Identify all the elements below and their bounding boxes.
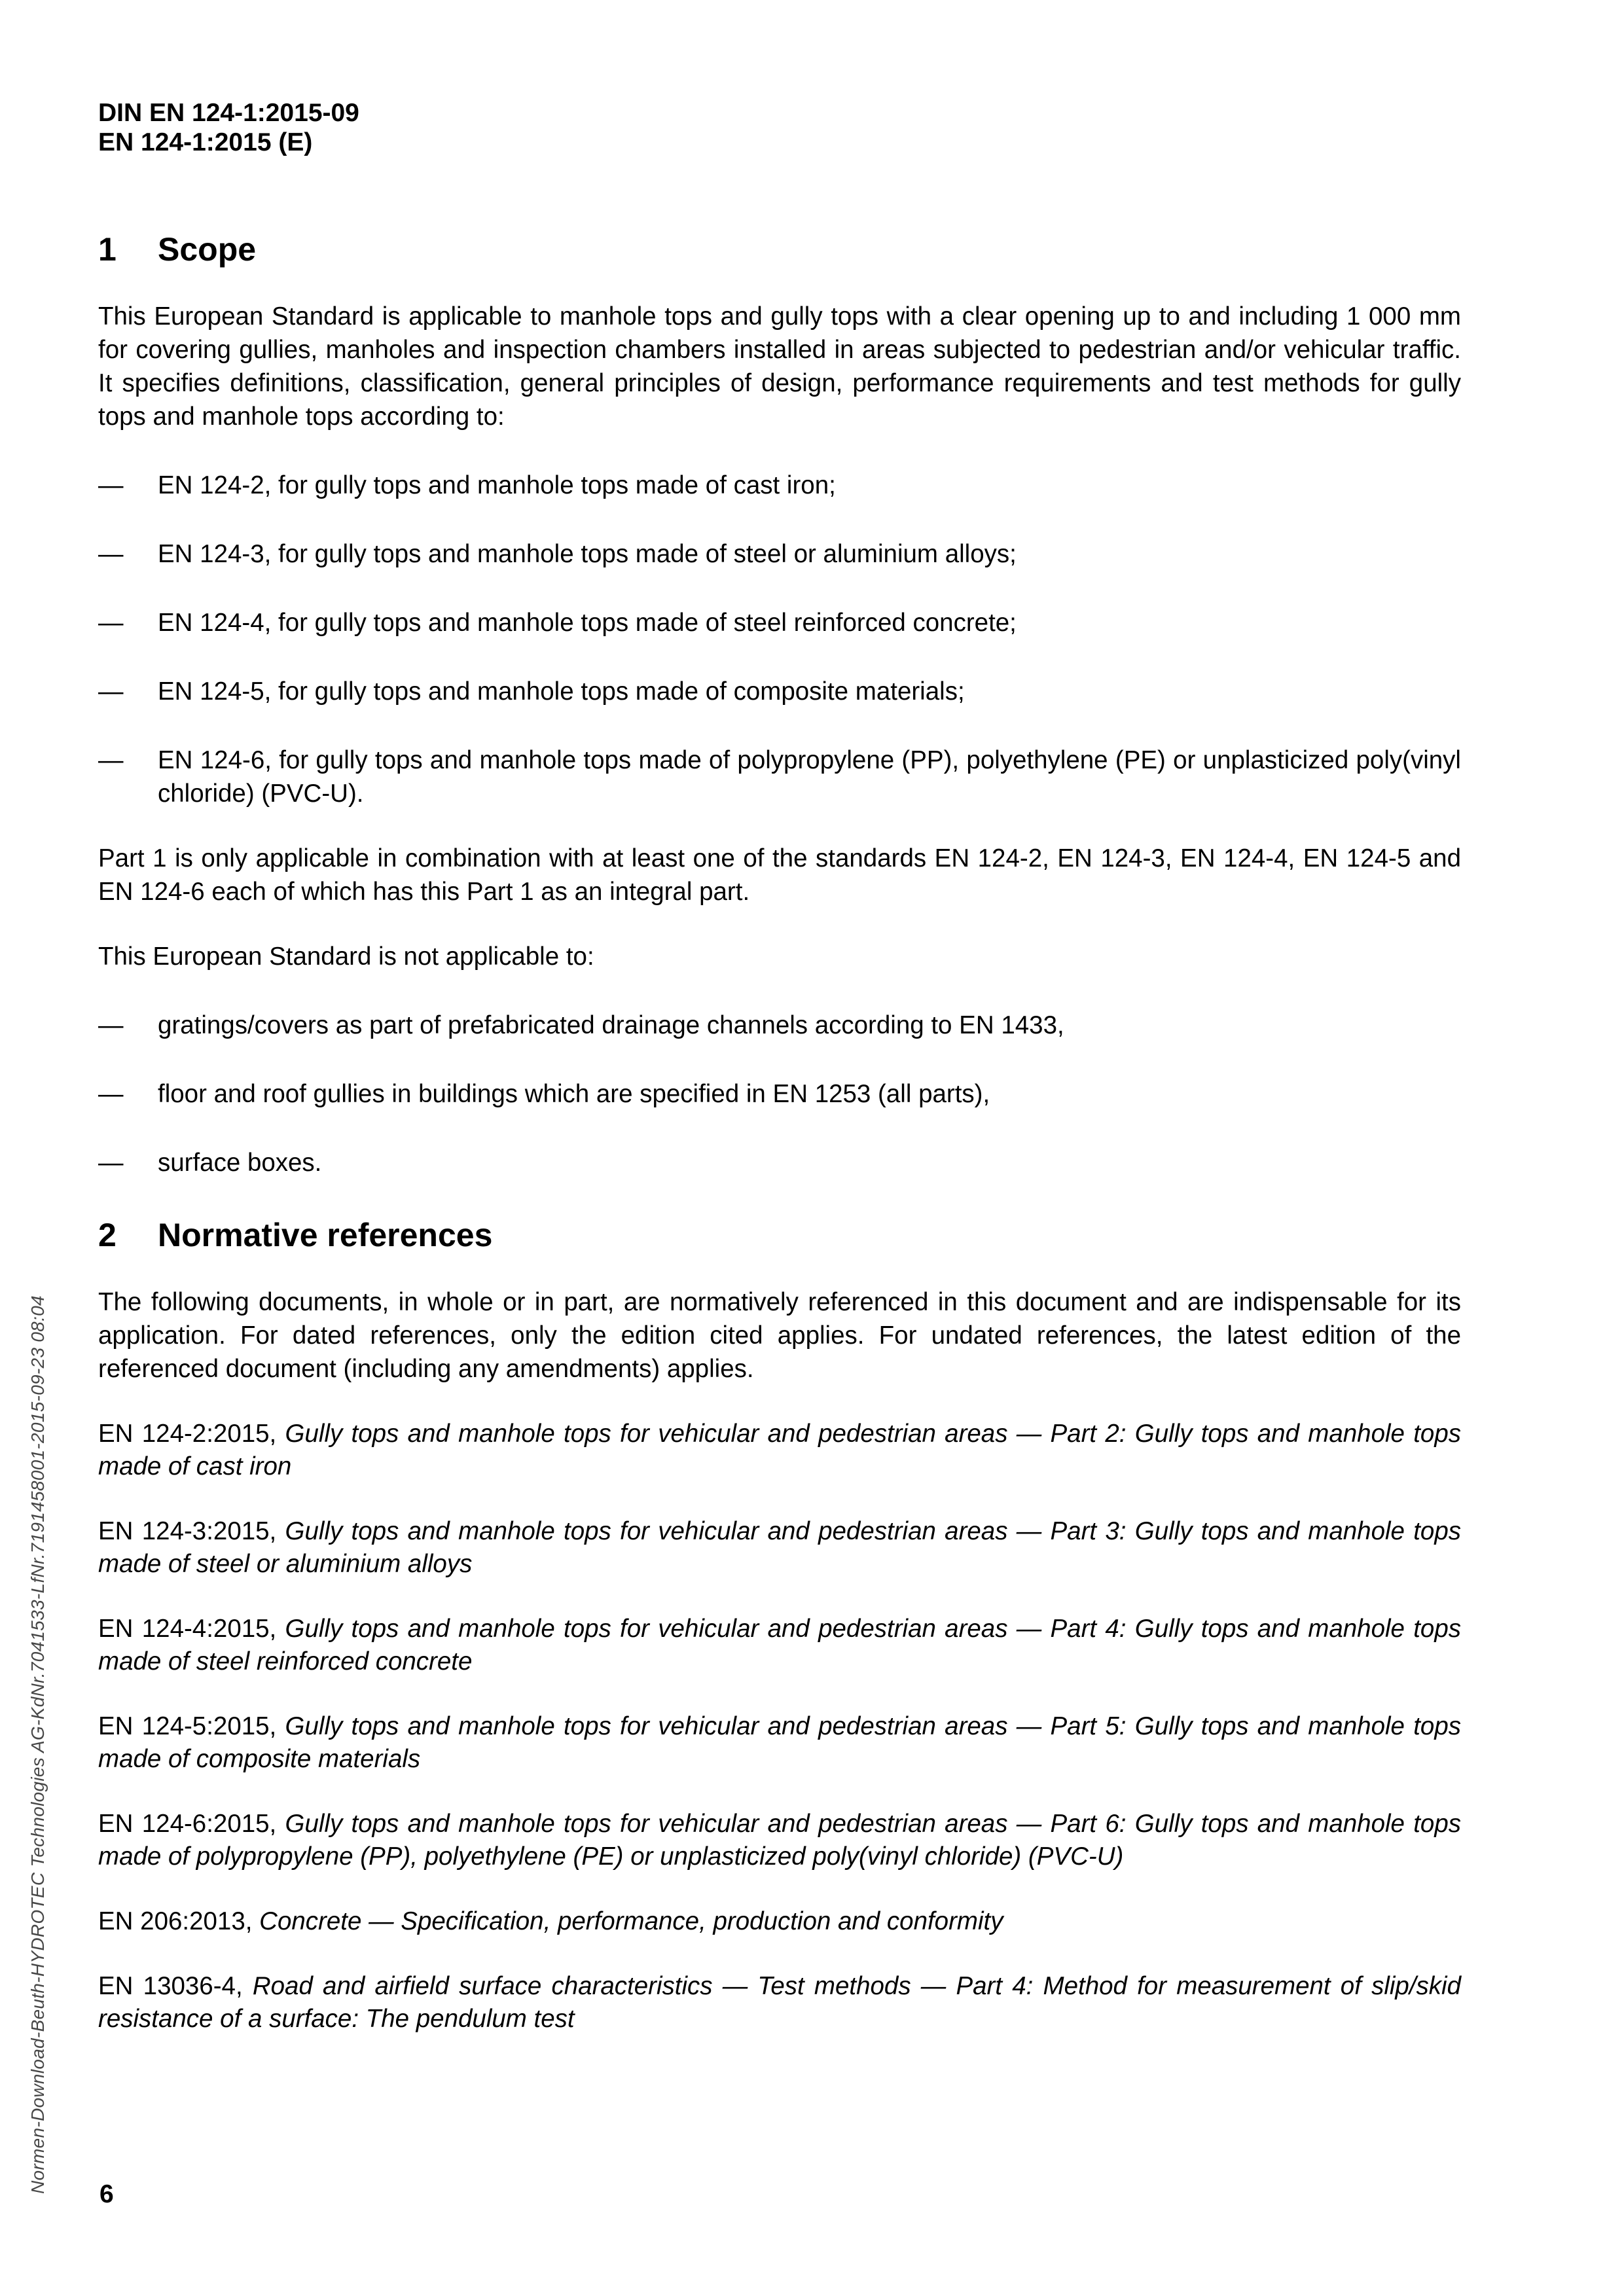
header-line-1: DIN EN 124-1:2015-09 xyxy=(98,99,359,127)
list-item-text: floor and roof gullies in buildings which are specified in EN 1253 (all parts), xyxy=(158,1080,990,1108)
page-number: 6 xyxy=(99,2180,114,2208)
list-item xyxy=(98,744,1461,810)
paragraph-normative-intro: The following documents, in whole or in part, are normatively referenced in this document and are indispensable for its application. For dated references, only the edition cited applies. For undated references, the latest edition of the referenced document (including any amendments) applies. xyxy=(98,1288,1461,1383)
list-item-text: EN 124-5, for gully tops and manhole tops made of composite materials; xyxy=(158,677,965,706)
em-dash-bullet: — xyxy=(98,540,124,568)
paragraph-scope-intro: This European Standard is applicable to manhole tops and gully tops with a clear opening up to and including 1 000 mm for covering gullies, manholes and inspection chambers installed in areas subjected to pedestrian and/or vehicular traffic. It specifies definitions, classification, general principles of design, performance requirements and test methods for gully tops and manhole tops according to: xyxy=(98,302,1461,431)
reference-code: EN 124-6:2015, xyxy=(98,1810,277,1838)
reference-code: EN 124-2:2015, xyxy=(98,1420,277,1448)
section-heading-normative-references xyxy=(98,1216,1461,1254)
list-item-text: EN 124-2, for gully tops and manhole tops made of cast iron; xyxy=(158,471,836,499)
reference-title: Gully tops and manhole tops for vehicular and pedestrian areas — Part 4: Gully tops and manhole tops made of steel reinforced concrete xyxy=(98,1615,1461,1676)
em-dash-bullet: — xyxy=(98,1011,124,1039)
list-item-text: EN 124-3, for gully tops and manhole tops made of steel or aluminium alloys; xyxy=(158,540,1017,568)
list-item-text: surface boxes. xyxy=(158,1149,322,1177)
reference-entry xyxy=(98,1710,1461,1776)
reference-code: EN 124-5:2015, xyxy=(98,1712,277,1740)
reference-code: EN 206:2013, xyxy=(98,1907,253,1935)
em-dash-bullet: — xyxy=(98,677,124,706)
list-item xyxy=(98,1146,1461,1179)
sidebar-watermark-text: Normen-Download-Beuth-HYDROTEC Technologies AG-KdNr.7041533-LfNr.7191458001-2015-09-23 08:04 xyxy=(27,1295,48,2194)
document-header xyxy=(98,98,1461,157)
list-item xyxy=(98,675,1461,708)
section-number: 2 xyxy=(98,1217,117,1253)
reference-title: Gully tops and manhole tops for vehicular and pedestrian areas — Part 3: Gully tops and manhole tops made of steel or aluminium alloys xyxy=(98,1517,1461,1578)
header-line-2: EN 124-1:2015 (E) xyxy=(98,128,313,156)
section-number: 1 xyxy=(98,231,117,268)
paragraph-part1-combination: Part 1 is only applicable in combination with at least one of the standards EN 124-2, EN 124-3, EN 124-4, EN 124-5 and EN 124-6 each of which has this Part 1 as an integral part. xyxy=(98,844,1461,906)
list-item-text: EN 124-4, for gully tops and manhole tops made of steel reinforced concrete; xyxy=(158,609,1017,637)
list-item xyxy=(98,469,1461,502)
list-item xyxy=(98,1077,1461,1111)
em-dash-bullet: — xyxy=(98,746,124,774)
list-item xyxy=(98,606,1461,639)
reference-title: Gully tops and manhole tops for vehicular and pedestrian areas — Part 2: Gully tops and manhole tops made of cast iron xyxy=(98,1420,1461,1480)
reference-entry xyxy=(98,1418,1461,1483)
em-dash-bullet: — xyxy=(98,471,124,499)
em-dash-bullet: — xyxy=(98,1080,124,1108)
reference-entry xyxy=(98,1515,1461,1581)
list-item-text: EN 124-6, for gully tops and manhole tops made of polypropylene (PP), polyethylene (PE) or unplasticized poly(vinyl chloride) (PVC-U). xyxy=(158,746,1461,808)
list-item xyxy=(98,1009,1461,1042)
reference-title: Road and airfield surface characteristics — Test methods — Part 4: Method for measurement of slip/skid resistance of a surface: The pendulum test xyxy=(98,1972,1461,2033)
reference-title: Gully tops and manhole tops for vehicular and pedestrian areas — Part 6: Gully tops and manhole tops made of polypropylene (PP), polyethylene (PE) or unplasticized poly(vinyl chloride) (PVC-U) xyxy=(98,1810,1461,1871)
section-title: Normative references xyxy=(158,1217,493,1253)
list-item-text: gratings/covers as part of prefabricated drainage channels according to EN 1433, xyxy=(158,1011,1064,1039)
section-title: Scope xyxy=(158,231,257,268)
page-content xyxy=(98,98,1461,2036)
reference-code: EN 124-3:2015, xyxy=(98,1517,277,1545)
section-heading-scope xyxy=(98,230,1461,268)
reference-code: EN 124-4:2015, xyxy=(98,1615,277,1643)
reference-entry xyxy=(98,1905,1461,1938)
reference-title: Concrete — Specification, performance, production and conformity xyxy=(259,1907,1003,1935)
reference-entry xyxy=(98,1808,1461,1873)
reference-entry xyxy=(98,1970,1461,2036)
list-item xyxy=(98,537,1461,571)
reference-title: Gully tops and manhole tops for vehicular and pedestrian areas — Part 5: Gully tops and manhole tops made of composite materials xyxy=(98,1712,1461,1773)
paragraph-not-applicable: This European Standard is not applicable to: xyxy=(98,942,594,971)
em-dash-bullet: — xyxy=(98,609,124,637)
reference-code: EN 13036-4, xyxy=(98,1972,243,2000)
em-dash-bullet: — xyxy=(98,1149,124,1177)
reference-entry xyxy=(98,1613,1461,1678)
